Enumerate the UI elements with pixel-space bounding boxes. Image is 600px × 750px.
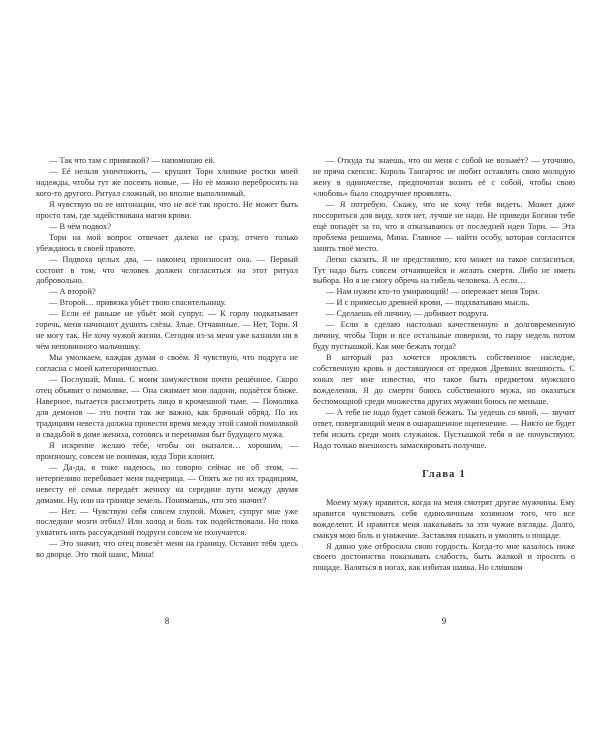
right-page-text: [313, 156, 575, 574]
paragraph: — Нет. — Чувствую себя совсем глупой. Может, супруг мне уже последние мозги отбил? Или холод и боль так подействовали. Но пока ухватить нить рассуждений подруги совсем не получается.: [36, 506, 298, 538]
paragraph: — Я потребую. Скажу, что не хочу тебя видеть. Может даже поссориться для виду, хотя нет, лучше не надо. Не приведи Богиня тебе ещё попадёт за то, что я отказываюсь от последней идеи Тори. — Эта проблема решаема, Мина. Главное — найти особу, которая согласится занять твоё место.: [313, 199, 575, 253]
paragraph: — Второй… привязка убьёт твою спасительницу.: [49, 298, 227, 308]
paragraph: — Сделаешь ей личину, — добивает подруга.: [326, 309, 489, 319]
paragraph: — Подвоха целых два, — наконец произносит она. — Первый состоит в том, что человек должен согласиться на этот ритуал добровольно.: [36, 254, 298, 286]
paragraph: — Её нельзя уничтожить, — крушит Тори хлипкие ростки моей надежды, чтобы тут же посеять новые. — Но её можно перебросить на кого-то другого. Ритуал сложный, но вполне выполнимый.: [36, 166, 298, 198]
paragraph: Я давно уже отбросила свою гордость. Когда-то мне казалось ниже своего достоинства показывать слабость, быть жалкой и просить о пощаде. Валяться в ногах, как избитая шавка. Но слишком: [313, 541, 575, 573]
chapter-title: Глава 1: [422, 468, 466, 480]
paragraph: — Так что там с привязкой? — напоминаю ей.: [49, 156, 215, 165]
paragraph: — Если её раньше не убьёт мой супруг. — К горлу подкатывает горечь, меня начинают душить слёзы. Злые. Отчаянные. — Нет, Тори. Я не могу так. Не хочу чужой жизни. Сегодня из-за меня уже казнили ни в чём неповинного мальчишку.: [36, 309, 298, 352]
paragraph: Моему мужу нравится, когда на меня смотрят другие мужчины. Ему нравится чувствовать себя единоличным хозяином того, что все вожделеют. И нравится меня наказывать за эти чужие взгляды. Долго, смакуя мою боль и унижение. Заставляя плакать и умолять о пощаде.: [313, 497, 575, 540]
paragraph: — А тебе не надо будет самой бежать. Ты уедешь со мной, — звучит ответ, повергающий меня в ошарашенное оцепенение. — Никто не будет тебя искать среди моих служанок. Пустышкой тебя и не почувствуют. Надо только внешность замаскировать получше.: [313, 407, 575, 450]
paragraph: — Если я сделаю настолько качественную и долговременную личину, чтобы Тори и все остальные поверили, то пару недель потом буду пустышкой. Как мне бежать тогда?: [313, 320, 575, 352]
paragraph: — Это значит, что отец повезёт меня на границу. Оставит тебя здесь во дворце. Это твой шанс, Мина!: [36, 539, 298, 560]
paragraph: — Нам нужен кто-то умирающий! — опережает меня Тори.: [326, 287, 540, 297]
paragraph: Тори на мой вопрос отвечает далеко не сразу, отчего только убеждаюсь в своей правоте.: [36, 232, 298, 253]
page-number-left: 8: [164, 616, 170, 626]
paragraph: — В чём подвох?: [49, 221, 111, 231]
left-page-text: [36, 156, 298, 561]
paragraph: — А второй?: [49, 287, 96, 297]
page-number-right: 9: [441, 616, 447, 626]
paragraph: В который раз хочется проклясть собственное наследие, собственную кровь и доставшуюся от предков Древних внешность. С юных лет мне известно, что такое быть предметом мужского вожделения. Я до смерти боюсь собственного мужа, но оказаться беспомощной среди множества других мужчин боюсь не меньше.: [313, 353, 575, 406]
paragraph: Я чувствую по ее интонации, что не всё так просто. Не может быть просто там, где задействована магия крови.: [36, 199, 298, 220]
paragraph: — Откуда ты знаешь, что он меня с собой не возьмёт? — уточняю, не пряча скепсис. Король Тангартос не любит оставлять свою молодую жену в одиночестве, предпочитая возить её с собой, чтобы свою «любовь» было сподручнее проявлять.: [313, 156, 575, 198]
paragraph: Легко сказать. Я не представляю, кто может на такое согласиться. Тут надо быть совсем отчаявшейся и желать смерти. Либо не иметь выбора. Но я не смогу обречь на гибель человека. А если…: [313, 254, 575, 286]
paragraph: Мы умолкаем, каждая думая о своём. Я чувствую, что подруга не согласна с моей категоричностью.: [36, 353, 298, 374]
paragraph: Я искренне желаю тебе, чтобы он оказался… хорошим, — произношу, совсем не понимая, куда Тори клонит.: [36, 440, 298, 461]
paragraph: — Послушай, Мина. С моим замужеством почти решённое. Скоро отец объявит о помолвке. — Она сжимает мои ладони, подаётся ближе. Наверное, пытается рассмотреть лицо в кромешной тьме. — Помолвка для демонов — это почти так же важно, как брачный обряд. По их традициям невеста должна провести время между этой самой помолвкой и свадьбой в доме жениха, готовясь и перенимая быт будущего мужа.: [36, 375, 298, 439]
paragraph: — Да-да, я тоже надеюсь, но говорю сейчас не об этом, — нетерпеливо перебивает меня падчерица. — Опять же по их традициям, невесту её семья передаёт жениху на середине пути между двумя домами. Ну, или на границе земель. Понимаешь, что это значит?: [36, 462, 298, 505]
paragraph: — И с примесью древней крови, — подхватываю мысль.: [326, 298, 530, 308]
